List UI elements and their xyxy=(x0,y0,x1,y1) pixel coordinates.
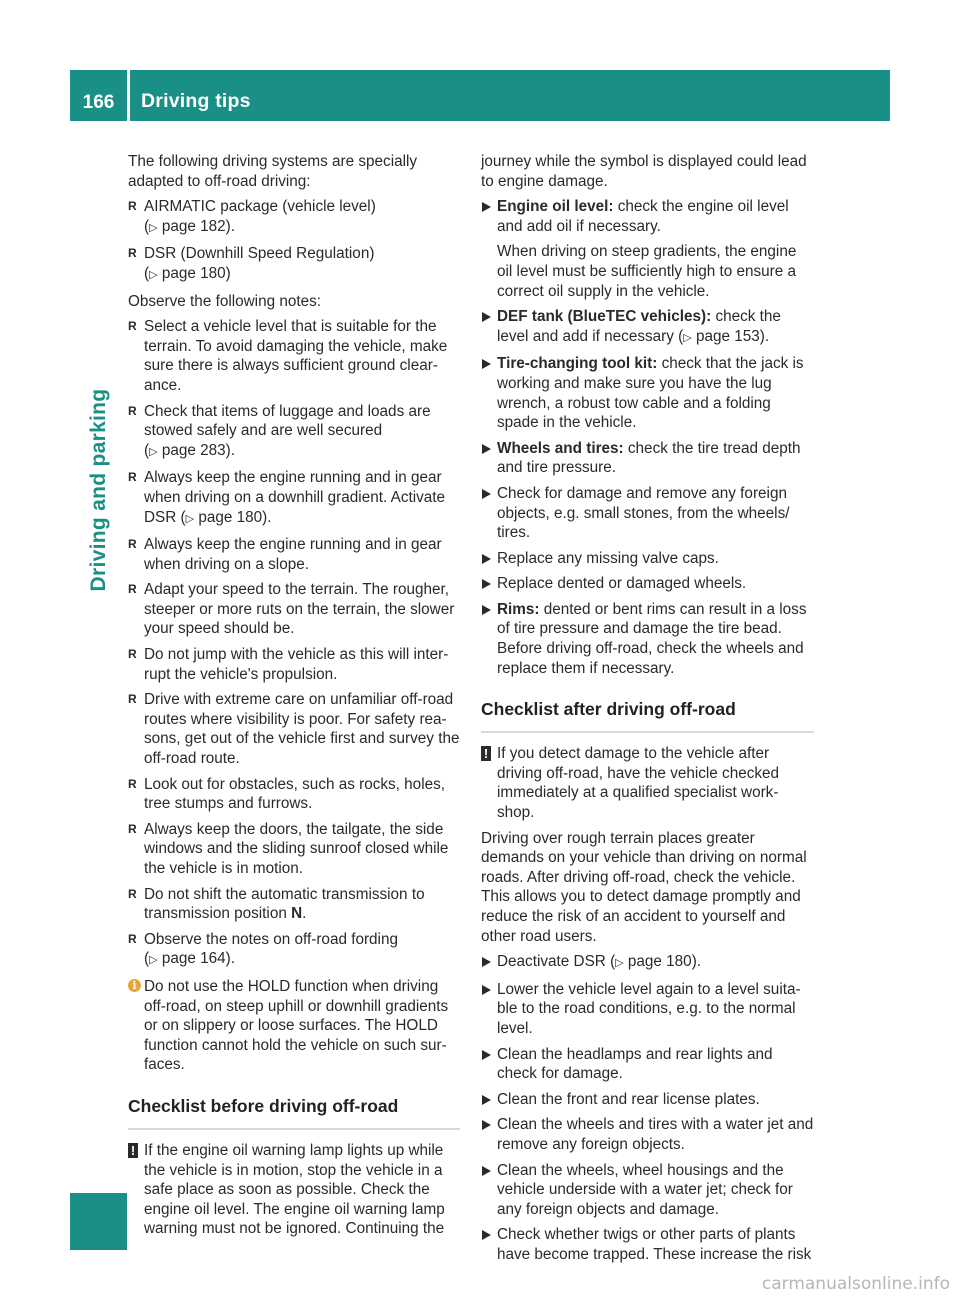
arrow-icon: ▷ xyxy=(615,957,624,970)
checklist-step: Clean the headlamps and rear lights and check for damage. xyxy=(481,1045,814,1084)
page-ref-link[interactable]: page 182). xyxy=(161,217,235,235)
heading-checklist-after: Checklist after driving off-road xyxy=(481,698,814,733)
checklist-step: Lower the vehicle level again to a level suita- ble to the road conditions, e.g. to the normal level. xyxy=(481,980,814,1039)
checklist-step: Clean the wheels and tires with a water jet and remove any foreign objects. xyxy=(481,1115,814,1154)
info-text: Do not use the HOLD function when driving off-road, on steep uphill or downhill gradients or on slippery or loose surfaces. The HOLD function cannot hold the vehicle on such sur- faces. xyxy=(144,977,449,1074)
side-tab xyxy=(70,121,127,1251)
warning-icon: ! xyxy=(481,746,491,761)
arrow-icon: ▷ xyxy=(149,268,158,281)
right-column xyxy=(481,152,814,1271)
intro-text: The following driving systems are specially adapted to off-road driving: xyxy=(128,153,418,190)
side-label xyxy=(84,350,114,630)
checklist-step: Clean the front and rear license plates. xyxy=(481,1090,814,1110)
side-label-text: Driving and parking xyxy=(87,388,111,592)
list-item: R Adapt your speed to the terrain. The rougher, steeper or more ruts on the terrain, the slower your speed should be. xyxy=(128,580,460,639)
warning-text: If the engine oil warning lamp lights up while the vehicle is in motion, stop the vehicle in a safe place as soon as possible. Check the engine oil level. The engine oil warning lamp warning must not be ignored. Continuing the xyxy=(144,1141,445,1238)
arrow-icon: ▷ xyxy=(683,331,692,344)
heading-checklist-before: Checklist before driving off-road xyxy=(128,1095,460,1130)
warning-text: If you detect damage to the vehicle after driving off-road, have the vehicle checked immediately at a qualified specialist work- shop. xyxy=(497,745,780,822)
arrow-icon: ▷ xyxy=(149,445,158,458)
warning-icon: ! xyxy=(128,1143,138,1158)
header-divider xyxy=(127,70,130,121)
watermark: carmanualsonline.info xyxy=(761,1274,950,1295)
list-item: R Observe the notes on off-road fording (▷ page 164). xyxy=(128,930,460,971)
warning-continued: journey while the symbol is displayed could lead to engine damage. xyxy=(481,153,807,190)
checklist-step: Deactivate DSR (▷ page 180). xyxy=(481,952,814,974)
arrow-icon: ▷ xyxy=(185,512,195,525)
left-column xyxy=(128,152,460,1245)
list-item: R Always keep the engine running and in gear when driving on a slope. xyxy=(128,535,460,574)
page-ref-link[interactable]: page 180). xyxy=(198,508,272,526)
list-item: R Drive with extreme care on unfamiliar off-road routes where visibility is poor. For safety rea- sons, get out of the vehicle first and survey the off-road route. xyxy=(128,690,460,768)
checklist-step: Tire-changing tool kit: check that the jack is working and make sure you have the lug wrench, a robust tow cable and a folding spade in the vehicle. xyxy=(481,354,814,432)
position-n: N xyxy=(291,905,303,923)
checklist-step: Replace dented or damaged wheels. xyxy=(481,574,814,594)
list-item: R Always keep the engine running and in gear when driving on a downhill gradient. Activate DSR (▷ page 180). xyxy=(128,468,460,529)
checklist-step: Check for damage and remove any foreign objects, e.g. small stones, from the wheels/ tires. xyxy=(481,484,814,543)
list-item: R DSR (Downhill Speed Regulation) (▷ page 180) xyxy=(128,244,460,285)
checklist-step: Replace any missing valve caps. xyxy=(481,549,814,569)
warning-note xyxy=(481,744,814,822)
warning-note xyxy=(128,1141,460,1239)
info-icon: i xyxy=(128,979,141,992)
list-item: R Check that items of luggage and loads are stowed safely and are well secured (▷ page 283). xyxy=(128,402,460,463)
list-item: R Do not jump with the vehicle as this will inter- rupt the vehicle's propulsion. xyxy=(128,645,460,684)
checklist-step: Rims: dented or bent rims can result in a loss of tire pressure and damage the tire bead. Before driving off-road, check the wheels and replace them if necessary. xyxy=(481,600,814,678)
section-title: Driving tips xyxy=(141,90,251,112)
list-item: R Do not shift the automatic transmission to transmission position N. xyxy=(128,885,460,924)
page-ref-link[interactable]: page 283). xyxy=(161,441,235,459)
checklist-step: DEF tank (BlueTEC vehicles): check the level and add if necessary (▷ page 153). xyxy=(481,307,814,348)
info-note xyxy=(128,977,460,1075)
list-item: R AIRMATIC package (vehicle level) (▷ page 182). xyxy=(128,197,460,238)
arrow-icon: ▷ xyxy=(149,954,158,967)
observe-text: Observe the following notes: xyxy=(128,292,322,310)
checklist-step: Engine oil level: check the engine oil level and add oil if necessary. When driving on steep gradients, the engine oil level must be sufficiently high to ensure a correct oil supply in the vehicle. xyxy=(481,197,814,301)
page-ref-link[interactable]: page 180) xyxy=(161,264,231,282)
checklist-step: Wheels and tires: check the tire tread depth and tire pressure. xyxy=(481,439,814,478)
list-item: R Look out for obstacles, such as rocks, holes, tree stumps and furrows. xyxy=(128,775,460,814)
page-number: 166 xyxy=(82,92,115,113)
side-marker xyxy=(70,1193,127,1250)
checklist-step: Clean the wheels, wheel housings and the vehicle underside with a water jet; check for any foreign objects and damage. xyxy=(481,1161,814,1220)
checklist-step: Check whether twigs or other parts of plants have become trapped. These increase the risk xyxy=(481,1225,814,1264)
page-ref-link[interactable]: page 153). xyxy=(695,327,770,345)
sub-note: When driving on steep gradients, the engine oil level must be sufficiently high to ensure a correct oil supply in the vehicle. xyxy=(497,243,797,300)
paragraph: Driving over rough terrain places greater demands on your vehicle than driving on normal roads. After driving off-road, check the vehicle. This allows you to detect damage promptly and reduce the risk of an accident to yourself and other road users. xyxy=(481,829,807,945)
page-ref-link[interactable]: page 164). xyxy=(161,950,235,968)
page-ref-link[interactable]: page 180). xyxy=(627,953,702,971)
list-item: R Select a vehicle level that is suitable for the terrain. To avoid damaging the vehicle, make sure there is always sufficient ground clear- ance. xyxy=(128,317,460,395)
arrow-icon: ▷ xyxy=(149,221,158,234)
list-item: R Always keep the doors, the tailgate, the side windows and the sliding sunroof closed while the vehicle is in motion. xyxy=(128,820,460,879)
